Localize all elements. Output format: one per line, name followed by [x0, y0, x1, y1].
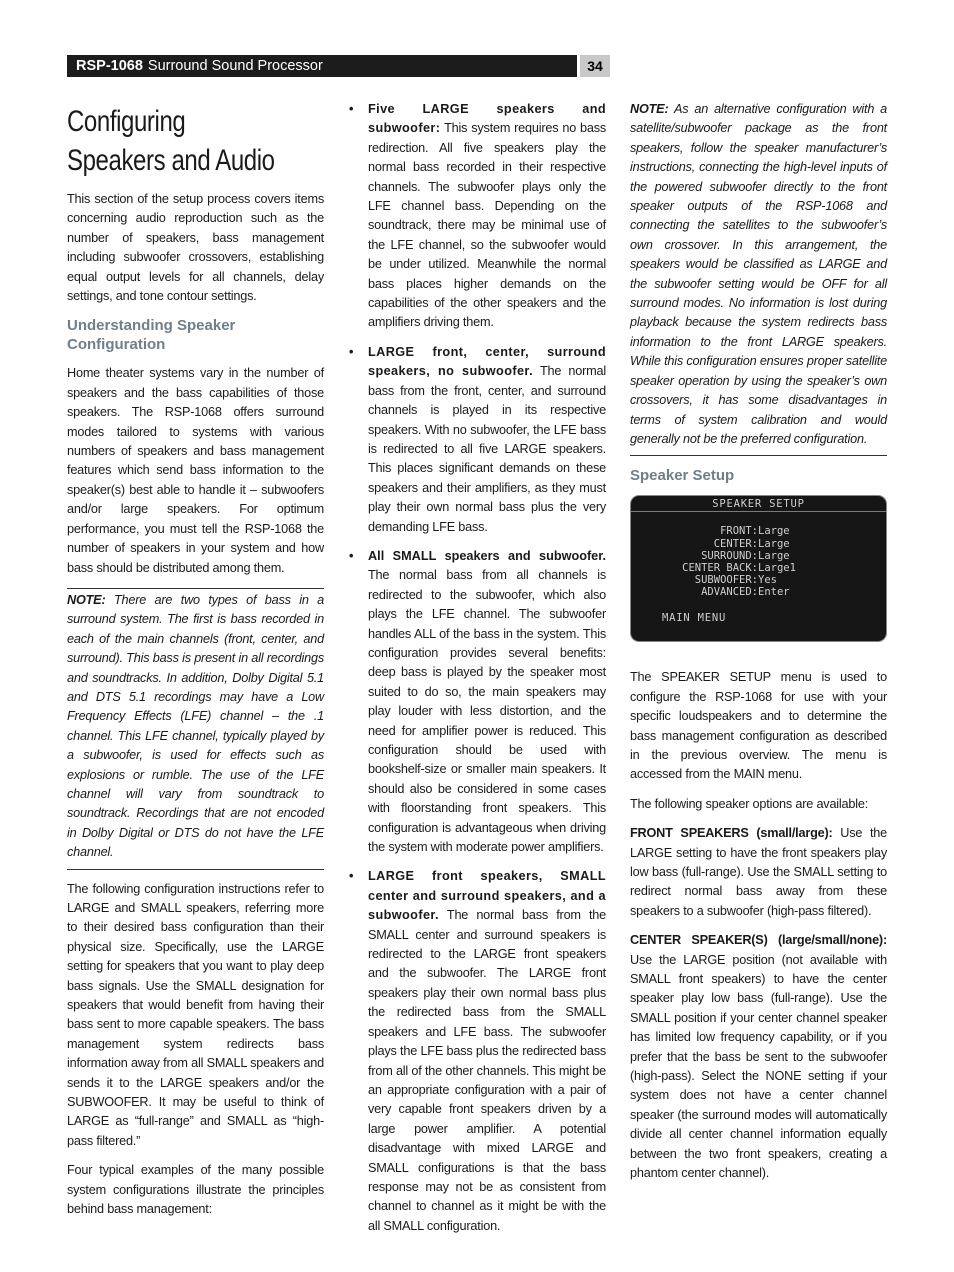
running-header — [67, 55, 577, 77]
section-heading: Understanding Speaker Configuration — [67, 317, 236, 354]
osd-row-label: FRONT: — [720, 525, 758, 538]
note-box — [630, 100, 887, 456]
front-speakers-description — [630, 824, 887, 921]
osd-title: SPEAKER SETUP — [712, 498, 805, 511]
list-item — [349, 867, 606, 1236]
title-line-1: Configuring — [67, 105, 186, 138]
note-label: NOTE: — [67, 592, 106, 607]
column-right — [630, 100, 887, 1193]
bullet-icon: • — [349, 548, 354, 563]
osd-row-advanced — [631, 586, 886, 598]
osd-row-label: CENTER BACK: — [682, 561, 758, 574]
intro-paragraph: This section of the setup process covers items concerning audio reproduction such as the number of speakers, bass management including subwoofer crossovers, establishing equal output levels for all channels, delay settings, and tone contour settings. — [67, 192, 324, 304]
term-text: Use the LARGE setting to have the front speakers play low bass (full-range). Use the SMALL setting to redirect normal bass away from these speakers to a subwoofer (high-pass filtered). — [630, 826, 887, 918]
body-paragraph: The following speaker options are available: — [630, 796, 869, 811]
osd-row-front — [631, 525, 886, 537]
list-item — [349, 547, 606, 858]
bullet-icon: • — [349, 102, 354, 116]
list-item-lead: LARGE front, center, surround speakers, no subwoofer. — [368, 344, 606, 379]
list-item — [349, 343, 606, 537]
osd-row-center-back — [631, 562, 886, 574]
list-item-text: This system requires no bass redirection. All five speakers play the normal bass recorded in their respective channels. The subwoofer plays only the LFE channel bass. Depending on the soundtrack, there may be minimal use of the LFE channel, so the subwoofer would be under utilized. Meanwhile the normal bass places higher demands on the capabilities of the other speakers and the amplifiers driving them. — [368, 121, 606, 330]
list-item-text: The normal bass from the SMALL center and surround speakers is redirected to the LARGE front speakers and the subwoofer. The LARGE front speakers play their own normal bass plus the redirected bass from the SMALL speakers and LFE bass. The subwoofer plays the LFE bass plus the redirected bass from all of the other channels. This might be an appropriate configuration with a pair of very capable front speakers driven by a large power amplifier. A potential disadvantage with mixed LARGE and SMALL configurations is that the bass response may not be as consistent from channel to channel as it might be with the all SMALL configuration. — [368, 908, 606, 1233]
body-paragraph: Four typical examples of the many possible system configurations illustrate the principles behind bass management: — [67, 1163, 324, 1217]
osd-row-value: Large — [758, 549, 790, 562]
center-speakers-description — [630, 931, 887, 1183]
product-subtitle: Surround Sound Processor — [147, 58, 323, 74]
model-name: RSP-1068 — [76, 58, 143, 74]
note-text: As an alternative configuration with a satellite/subwoofer package as the front speakers, follow the speaker manufacturer’s instructions, connecting the high-level inputs of the powered subwoofer directly to the front speaker outputs of the RSP-1068 and connecting the satellites to the subwoofer’s own crossover. In this arrangement, the speakers would be classified as LARGE and the subwoofer setting would be OFF for all surround modes. No information is lost during playback because the system redirects bass information to the front LARGE speakers. While this configuration ensures proper satellite speaker operation by using the speaker’s own crossovers, it has some disadvantages in terms of system calibration and would generally not be the preferred configuration. — [630, 102, 888, 446]
term-text: Use the LARGE position (not available with SMALL front speakers) to have the center speaker play low bass (full-range). Use the SMALL position if your center channel speaker has limited low frequency capability, or if you prefer that the bass be sent to the subwoofer (high-pass). Select the NONE setting if your system does not have a center channel speaker (the surround modes will automatically divide all center channel information equally between the two front speakers, creating a phantom center channel). — [630, 952, 887, 1181]
page-number: 34 — [580, 55, 610, 77]
body-paragraph: The SPEAKER SETUP menu is used to configure the RSP-1068 for use with your specific loudspeakers and to determine the bass management configuration as described in the previous overview. The menu is accessed from the MAIN menu. — [630, 670, 887, 782]
osd-row-subwoofer — [631, 574, 886, 586]
list-item-lead: LARGE front speakers, SMALL center and surround speakers, and a subwoofer. — [368, 869, 606, 923]
speaker-setup-screen — [630, 495, 887, 642]
osd-divider — [631, 511, 886, 512]
osd-main-menu: MAIN MENU — [662, 612, 727, 625]
list-item-text: The normal bass from all channels is redirected to the subwoofer, which also plays the LFE channel. The subwoofer handles ALL of the bass in the system. This configuration provides several benefits: deep bass is played by the speaker most suited to do so, the main speakers may play louder with less distortion, and the need for amplifier power is reduced. This configuration should be used with bookshelf-size or smaller main speakers. It should also be considered in some cases with floorstanding front speakers. This configuration is advantageous when driving the system with moderate power amplifiers. — [368, 568, 606, 855]
column-left — [67, 100, 324, 1230]
body-paragraph: The following configuration instructions refer to LARGE and SMALL speakers, referring more to their desired bass configuration than their physical size. Specifically, use the LARGE setting for speakers that you want to play deep bass signals. Use the SMALL designation for speakers that would benefit from having their bass sent to more capable speakers. The bass management system redirects bass information away from all SMALL speakers and sends it to the LARGE speakers and/or the SUBWOOFER. It may be useful to think of LARGE as “full-range” and SMALL as “high-pass filtered.” — [67, 881, 324, 1148]
page-title — [67, 102, 323, 180]
bullet-icon: • — [349, 869, 354, 884]
note-text: There are two types of bass in a surround system. The first is bass recorded in each of the main channels (front, center, and surround). This bass is present in all recordings and soundtracks. In addition, Dolby Digital 5.1 and DTS 5.1 recordings may have a Low Frequency Effects (LFE) channel – the .1 channel. This LFE channel, typically played by a subwoofer, is used for effects such as explosions or rumble. The use of the LFE channel will vary from soundtrack to soundtrack. Recordings that are not encoded in Dolby Digital or DTS do not have the LFE channel. — [67, 592, 325, 860]
osd-row-value: Large — [758, 525, 790, 538]
osd-row-surround — [631, 550, 886, 562]
section-heading: Speaker Setup — [630, 467, 735, 485]
list-item — [349, 100, 606, 333]
column-middle — [349, 100, 606, 1246]
list-item-text: The normal bass from the front, center, and surround channels is played in its respective speakers. With no subwoofer, the LFE bass is redirected to all five LARGE speakers. This places significant demands on these speakers and their amplifiers, as they must play their own normal bass plus the very demanding LFE bass. — [368, 364, 606, 534]
term-label: FRONT SPEAKERS (small/large): — [630, 826, 833, 841]
osd-row-label: SURROUND: — [701, 549, 758, 562]
osd-row-label: ADVANCED: — [701, 586, 758, 599]
note-label: NOTE: — [630, 102, 669, 116]
osd-row-value: Large — [758, 537, 790, 550]
bullet-icon: • — [349, 344, 354, 359]
title-line-2: Speakers and Audio — [67, 144, 275, 177]
configuration-list — [349, 100, 606, 1236]
list-item-lead: All SMALL speakers and subwoofer. — [368, 548, 606, 563]
osd-row-value: Large1 — [758, 561, 796, 574]
body-paragraph: Home theater systems vary in the number of speakers and the bass capabilities of those speakers. The RSP-1068 offers surround modes tailored to systems with various numbers of speakers and bass management features which send bass information to the speaker(s) best able to handle it – subwoofers and/or large speakers. For optimum performance, you must tell the RSP-1068 the number of speakers in your system and how bass should be distributed among them. — [67, 366, 324, 575]
list-item-lead: Five LARGE speakers and subwoofer: — [368, 102, 606, 136]
osd-row-value: Yes — [758, 574, 777, 587]
osd-row-label: CENTER: — [713, 537, 758, 550]
osd-row-label: SUBWOOFER: — [694, 574, 758, 587]
osd-menu — [631, 525, 886, 598]
osd-row-center — [631, 538, 886, 550]
note-box — [67, 588, 324, 870]
term-label: CENTER SPEAKER(S) (large/small/none): — [630, 933, 887, 948]
osd-row-value: Enter — [758, 586, 790, 599]
